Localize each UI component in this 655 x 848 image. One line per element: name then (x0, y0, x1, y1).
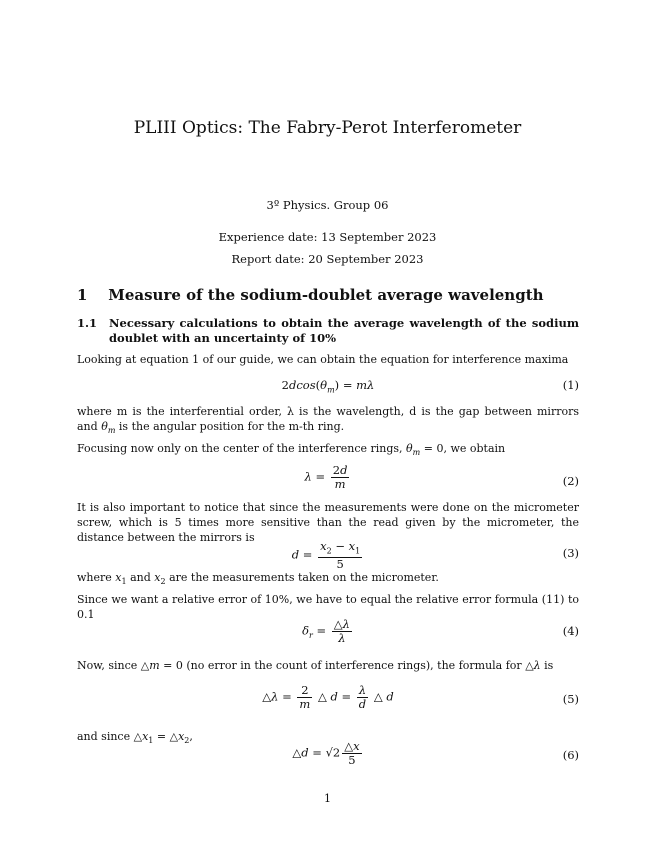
report-date: Report date: 20 September 2023 (231, 252, 424, 266)
paragraph-7-text-a: Now, since (77, 659, 141, 672)
paragraph-3-text-a: Focusing now only on the center of the interference rings, (77, 442, 407, 455)
subsection-heading (77, 316, 579, 346)
equation-body: △λ = $\frac{2}{m}$ △ d = $\frac{\lambda}{d}$ △ d (262, 683, 394, 711)
paragraph-8-text-a: and since (77, 730, 134, 743)
paragraph-7-text-b: (no error in the count of interference rings), the formula for (182, 659, 526, 672)
experience-date: Experience date: 13 September 2023 (218, 230, 437, 244)
equation-body: △d = √2 $\frac{\triangle x}{5}$ (292, 739, 360, 767)
equation-number: (1) (562, 378, 579, 392)
paragraph-6: Since we want a relative error of 10%, we have to equal the relative error formula (11) to 0.1 (77, 593, 579, 621)
equation-body: λ = $\frac{2d}{m}$ (304, 463, 348, 491)
paragraph-8: and since $\triangle x_1$ = $\triangle x_2$, (77, 730, 193, 746)
section-number: 1 (77, 286, 88, 304)
paragraph-2-text-a: where m is the interferential order, λ is the wavelength, d is the gap between mirrors and (77, 405, 579, 433)
equation-number: (4) (562, 624, 579, 638)
author-line: 3º Physics. Group 06 (266, 198, 389, 212)
equation-body: $\delta_r$ = $\frac{\triangle\lambda}{\lambda}$ (302, 617, 350, 645)
paragraph-7-text-c: is (540, 659, 554, 672)
section-heading (77, 286, 544, 304)
paragraph-2: where m is the interferential order, λ is the wavelength, d is the gap between mirrors and $\theta_m$ is the angular position for the m-th ring. (77, 405, 579, 436)
section-title: Measure of the sodium-doublet average wavelength (108, 286, 544, 304)
paragraph-5-text-b: and (126, 571, 155, 584)
paragraph-5-text-c: are the measurements taken on the micrometer. (165, 571, 439, 584)
paragraph-2-text-b: is the angular position for the m-th ring. (115, 420, 345, 433)
paragraph-3: Focusing now only on the center of the interference rings, $\theta_m = 0$, we obtain (77, 442, 506, 458)
equation-body: $2dcos(\theta_m) = m\lambda$ (281, 378, 375, 395)
equation-number: (2) (562, 474, 579, 488)
paragraph-1: Looking at equation 1 of our guide, we can obtain the equation for interference maxima (77, 353, 569, 366)
equation-body: d = $\frac{x_2 - x_1}{5}$ (291, 539, 361, 572)
paragraph-5: where $x_1$ and $x_2$ are the measurements taken on the micrometer. (77, 571, 439, 587)
paragraph-7: Now, since △m = 0 (no error in the count of interference rings), the formula for △λ is (77, 659, 554, 672)
subsection-number: 1.1 (77, 316, 98, 330)
subsection-title: Necessary calculations to obtain the average wavelength of the sodium doublet with an uncertainty of 10% (109, 316, 579, 345)
paragraph-5-text-a: where (77, 571, 116, 584)
paper-title: PLIII Optics: The Fabry-Perot Interferometer (133, 118, 522, 138)
equation-number: (3) (562, 546, 579, 560)
equation-number: (6) (562, 748, 579, 762)
equation-number: (5) (562, 692, 579, 706)
paragraph-8-text-b: , (189, 730, 193, 743)
paragraph-3-text-b: , we obtain (443, 442, 506, 455)
paragraph-4: It is also important to notice that since the measurements were done on the micrometer screw, which is 5 times more sensitive than the read given by the micrometer, the distance between the mirrors is (77, 501, 579, 544)
page-number: 1 (324, 792, 331, 805)
